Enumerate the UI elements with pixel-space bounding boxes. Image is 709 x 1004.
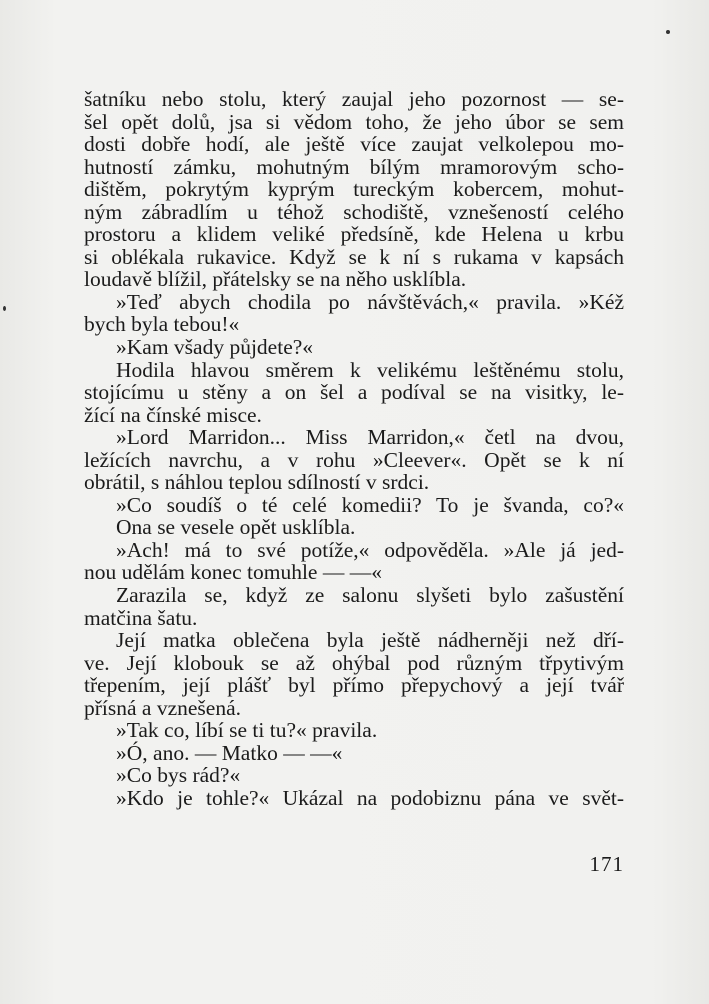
text-line: »Ach! má to své potíže,« odpověděla. »Ale já jed- bbox=[116, 537, 624, 562]
text-line: »Kam všady půjdete?« bbox=[116, 335, 314, 360]
text-line: hutností zámku, mohutným bílým mramorovým scho- bbox=[84, 154, 624, 179]
text-line: »Co soudíš o té celé komedii? To je švanda, co?« bbox=[116, 492, 624, 517]
print-speck bbox=[666, 30, 670, 34]
page-number: 171 bbox=[589, 852, 624, 876]
text-line: Ona se vesele opět usklíbla. bbox=[116, 515, 356, 540]
text-line: ve. Její klobouk se až ohýbal pod různým třpytivým bbox=[84, 650, 624, 675]
text-line: Její matka oblečena byla ještě nádherněji než dří- bbox=[116, 628, 624, 653]
text-line: dosti dobře hodí, ale ještě více zaujat velkolepou mo- bbox=[84, 132, 624, 157]
text-line: si oblékala rukavice. Když se k ní s rukama v kapsách bbox=[84, 244, 624, 269]
text-line: šel opět dolů, jsa si vědom toho, že jeho úbor se sem bbox=[84, 109, 624, 134]
text-line: »Co bys rád?« bbox=[116, 763, 241, 788]
text-line: třepením, její plášť byl přímo přepychový a její tvář bbox=[84, 673, 624, 698]
text-line: loudavě blížil, přátelsky se na něho usklíbla. bbox=[84, 267, 467, 292]
text-line: »Lord Marridon... Miss Marridon,« četl na dvou, bbox=[116, 425, 624, 450]
text-line: prostoru a klidem veliké předsíně, kde Helena u krbu bbox=[84, 222, 624, 247]
text-line: matčina šatu. bbox=[84, 605, 198, 630]
text-line: »Teď abych chodila po návštěvách,« pravila. »Kéž bbox=[116, 289, 624, 314]
text-line: šatníku nebo stolu, který zaujal jeho pozornost — se- bbox=[84, 87, 624, 111]
text-line: ležících navrchu, a v rohu »Cleever«. Opět se k ní bbox=[84, 447, 624, 472]
text-line: bych byla tebou!« bbox=[84, 312, 240, 337]
text-line: ným zábradlím u téhož schodiště, vznešeností celého bbox=[84, 199, 624, 224]
text-line: »Ó, ano. — Matko — —« bbox=[116, 740, 343, 765]
text-line: dištěm, pokrytým kyprým tureckým kobercem, mohut- bbox=[84, 177, 624, 202]
body-text bbox=[84, 88, 624, 810]
text-line: Zarazila se, když ze salonu slyšeti bylo zašustění bbox=[116, 583, 624, 608]
text-line: stojícímu u stěny a on šel a podíval se na visitky, le- bbox=[84, 380, 624, 405]
text-line: nou udělám konec tomuhle — —« bbox=[84, 560, 382, 585]
text-line: »Kdo je tohle?« Ukázal na podobiznu pána ve svět- bbox=[116, 785, 624, 810]
text-line: obrátil, s náhlou teplou sdílností v srdci. bbox=[84, 470, 430, 495]
print-speck bbox=[3, 306, 6, 311]
text-line: přísná a vznešená. bbox=[84, 695, 241, 720]
text-line: žící na čínské misce. bbox=[84, 402, 262, 427]
text-line: »Tak co, líbí se ti tu?« pravila. bbox=[116, 718, 378, 743]
text-line: Hodila hlavou směrem k velikému leštěnému stolu, bbox=[116, 357, 624, 382]
